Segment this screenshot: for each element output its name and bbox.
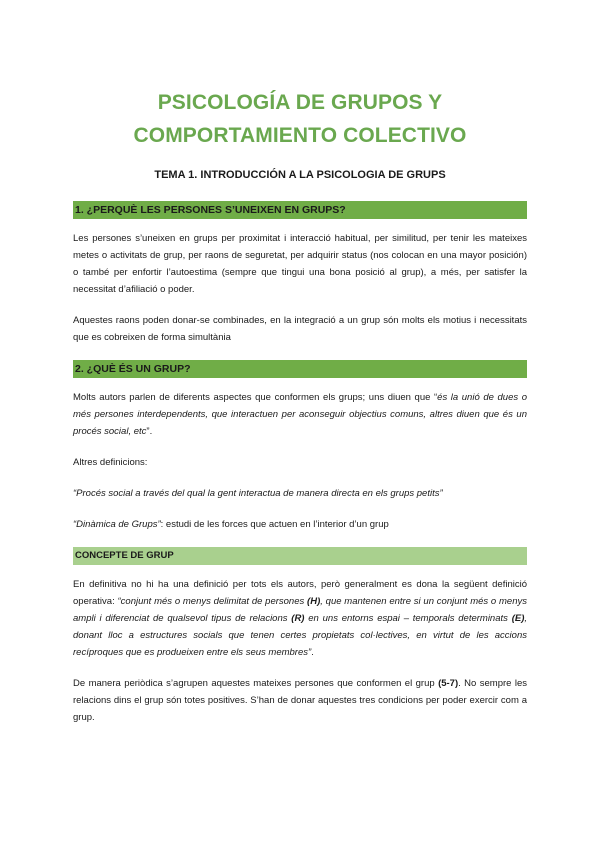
concepte-bold-e: (E): [511, 613, 525, 624]
definition-quote: és la unió de dues o més persones interdependents, que interactuen per aconseguir objectius comuns, altres diuen que és un procés social, etc: [73, 392, 527, 437]
concepte-paragraph-2: [73, 675, 527, 726]
definition-quote-1: “Procés social a través del qual la gent interactua de manera directa en els grups petits”: [73, 488, 443, 499]
concepte-quote-part-4: , donant lloc a estructures socials que tenen certes propietats col·lectives, en virtut de les accions recíproques que es produeixen entre els seus membres”: [73, 613, 527, 658]
title-line-2: COMPORTAMIENTO COLECTIVO: [133, 124, 467, 147]
dinamica-de-grups-term: “Dinàmica de Grups”: [73, 519, 161, 530]
document-subtitle: TEMA 1. INTRODUCCIÓN A LA PSICOLOGIA DE GRUPS: [154, 169, 446, 181]
dinamica-de-grups-definition: : estudi de les forces que actuen en l’interior d’un grup: [160, 519, 389, 530]
definition-intro: Molts autors parlen de diferents aspectes que conformen els grups; uns diuen que “: [73, 392, 438, 403]
title-line-1: PSICOLOGÍA DE GRUPOS Y: [157, 91, 443, 114]
concepte-end: .: [311, 647, 314, 658]
section-1-paragraph-1: Les persones s’uneixen en grups per proximitat i interacció habitual, per similitud, per tenir les mateixes metes o activitats de grup, per raons de seguretat, per adquirir status (nos colocan en una mayor posición) o també per enfortir l’autoestima (sempre que tingui una bona posició al grup), a més, per satisfer la necessitat d’afiliació o poder.: [73, 233, 527, 295]
concepte-quote-part-1: “conjunt més o menys delimitat de persones: [117, 596, 308, 607]
section-1-heading: 1. ¿PERQUÈ LES PERSONES S’UNEIXEN EN GRUPS?: [73, 201, 527, 219]
concepte-p2-start: De manera periòdica s’agrupen aquestes mateixes persones que conformen el grup: [73, 678, 439, 689]
section-2-paragraph-2: Altres definicions:: [73, 457, 148, 468]
document-title: [73, 0, 527, 152]
definition-quote-2: [73, 516, 527, 533]
concepte-quote-part-3: en uns entorns espai – temporals determinats: [304, 613, 512, 624]
concepte-de-grup-heading: CONCEPTE DE GRUP: [73, 547, 527, 565]
concepte-quote-part-2: , que mantenen entre si un conjunt més o menys ampli i diferenciat de qualsevol tipus de relacions: [73, 596, 527, 624]
concepte-intro: En definitiva no hi ha una definició per tots els autors, però generalment es dona la següent definició operativa:: [73, 579, 527, 607]
concepte-p2-bold: (5-7): [438, 678, 459, 689]
section-2-heading: 2. ¿QUÈ ÉS UN GRUP?: [73, 360, 527, 378]
concepte-bold-r: (R): [291, 613, 305, 624]
concepte-p2-end: . No sempre les relacions dins el grup són totes positives. S’han de donar aquestes tres condicions per poder exercir com a grup.: [73, 678, 527, 723]
definition-end: ”.: [146, 426, 153, 437]
section-2-paragraph-1: [73, 389, 527, 440]
concepte-paragraph-1: [73, 576, 527, 661]
concepte-bold-h: (H): [307, 596, 321, 607]
section-1-paragraph-2: Aquestes raons poden donar-se combinades, en la integració a un grup són molts els motius i necessitats que es cobreixen de forma simultània: [73, 315, 527, 343]
